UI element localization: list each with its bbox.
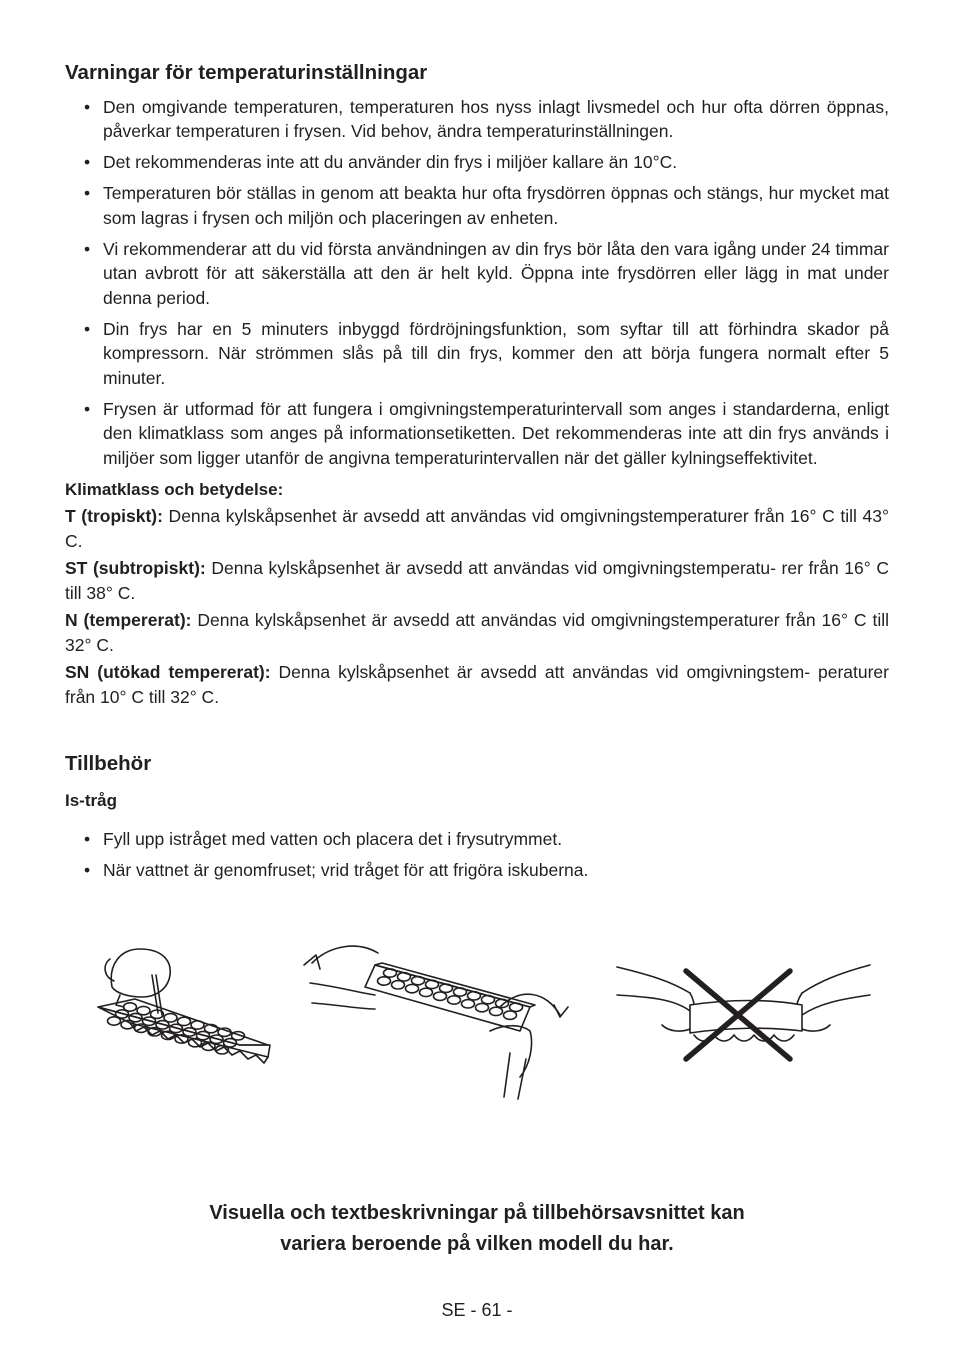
- page-number: SE - 61 -: [441, 1300, 513, 1320]
- list-item: • Din frys har en 5 minuters inbyggd fördröjningsfunktion, som syftar till att förhindra skador på kompressorn. När strömmen slås på till din frys, kommer den att börja fungera normalt efter 5 minuter.: [84, 318, 889, 388]
- climate-class-heading: Klimatklass och betydelse:: [65, 480, 284, 499]
- climate-class-sn: SN (utökad tempererat): Denna kylskåpsenhet är avsedd att användas vid omgivningstem- peraturer från 10° C till 32° C.: [65, 662, 889, 707]
- climate-class-st: ST (subtropiskt): Denna kylskåpsenhet är avsedd att användas vid omgivningstemperatu- rer från 16° C till 38° C.: [65, 558, 889, 603]
- climate-class-list: [65, 504, 889, 709]
- bullet-icon: •: [84, 829, 91, 849]
- bullet-icon: •: [84, 318, 91, 339]
- bullet-icon: •: [84, 183, 91, 203]
- section-title-temperature-warnings: Varningar för temperaturinställningar: [65, 61, 428, 84]
- ice-cube-cell: [108, 1017, 121, 1025]
- climate-class-n: N (tempererat): Denna kylskåpsenhet är avsedd att användas vid omgivningstemperaturer från 16° C till 32° C.: [65, 610, 889, 655]
- list-item: • Temperaturen bör ställas in genom att beakta hur ofta frysdörren öppnas och stängs, hur mycket mat som lagras i frysen och miljön och placeringen av enheten.: [84, 183, 889, 228]
- bullet-icon: •: [84, 860, 91, 880]
- list-item: • Fyll upp istråget med vatten och placera det i frysutrymmet.: [65, 827, 889, 852]
- model-variation-notice: Visuella och textbeskrivningar på tillbehörsavsnittet kan variera beroende på vilken modell du har.: [209, 1202, 745, 1255]
- section-title-accessories: Tillbehör: [65, 752, 152, 775]
- ice-tray-list: [65, 827, 889, 883]
- list-item: • När vattnet är genomfruset; vrid tråget för att frigöra iskuberna.: [65, 858, 889, 883]
- bullet-icon: •: [84, 398, 91, 419]
- list-item: • Det rekommenderas inte att du använder din frys i miljöer kallare än 10°C.: [65, 150, 889, 175]
- incorrect-twist-icon: [617, 965, 870, 1059]
- list-item: • Vi rekommenderar att du vid första användningen av din frys bör låta den vara igång under 24 timmar utan avbrott för att säkerställa att den är helt kyld. Öppna inte frysdörren eller lägg in mat under denna period.: [84, 238, 889, 308]
- bullet-icon: •: [84, 152, 91, 172]
- ice-tray-illustration: [90, 935, 890, 1105]
- list-item: • Den omgivande temperaturen, temperaturen hos nyss inlagt livsmedel och hur ofta dörren öppnas, påverkar temperaturen i frysen. Vid behov, ändra temperaturinställningen.: [84, 96, 889, 141]
- twist-tray-icon: [304, 946, 568, 1099]
- fill-tray-icon: [98, 949, 270, 1063]
- climate-class-t: T (tropiskt): Denna kylskåpsenhet är avsedd att användas vid omgivningstemperaturer från 16° C till 43° C.: [65, 506, 889, 551]
- bullet-icon: •: [84, 96, 91, 117]
- temperature-warnings-list: [65, 95, 889, 471]
- ice-tray-heading: Is-tråg: [65, 791, 117, 810]
- page-content: [65, 58, 889, 883]
- list-item: • Frysen är utformad för att fungera i omgivningstemperaturintervall som anges i standarderna, enligt den klimatklass som anges på informationsetiketten. Det rekommenderas inte att din frys används i miljöer som ligger utanför de angivna temperaturintervallen när det gäller kylningseffektivitet.: [84, 398, 889, 468]
- bullet-icon: •: [84, 238, 91, 259]
